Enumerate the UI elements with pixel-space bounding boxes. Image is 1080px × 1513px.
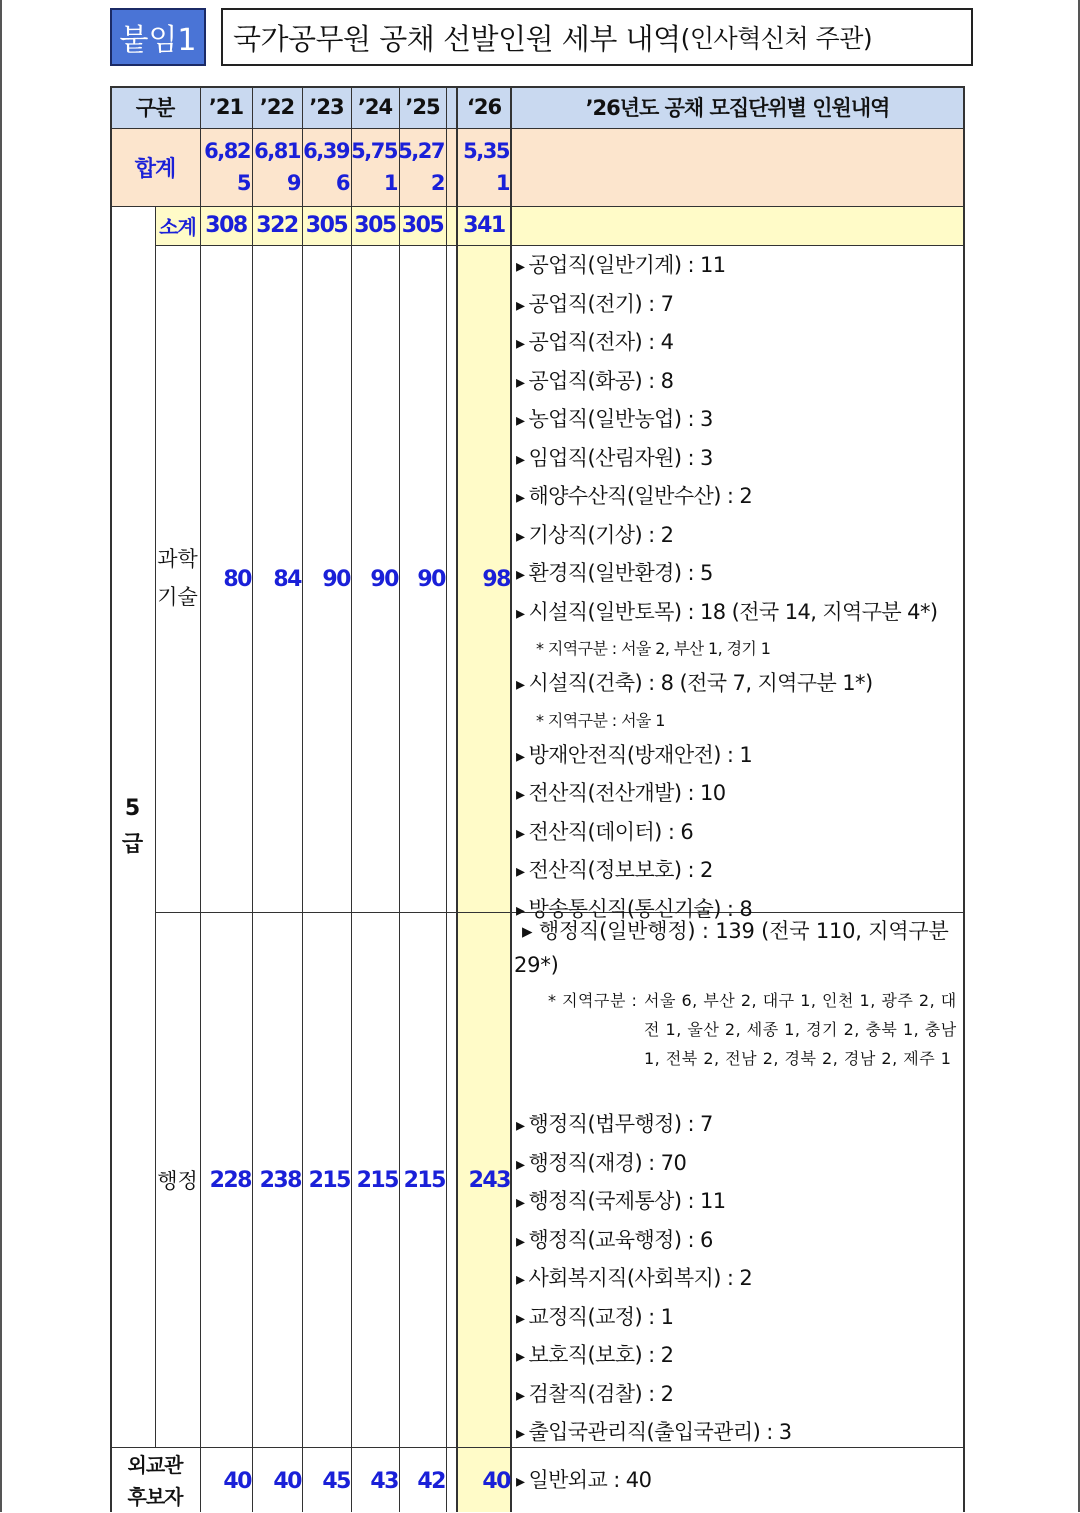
list-item: ▸ 해양수산직(일반수산) : 2 xyxy=(516,478,966,517)
admin-value-2023: 215 xyxy=(308,1167,350,1193)
science-value-2024: 90 xyxy=(370,566,398,592)
total-value-2025: 5,27 2 xyxy=(398,139,444,195)
list-item: ▸ 행정직(교육행정) : 6 xyxy=(516,1222,966,1261)
document-title xyxy=(221,8,973,66)
list-item: ▸ 전산직(정보보호) : 2 xyxy=(516,852,966,891)
list-item: ▸ 시설직(일반토목) : 18 (전국 14, 지역구분 4*) xyxy=(516,594,966,633)
title-main: 국가공무원 공채 선발인원 세부 내역 xyxy=(233,21,681,56)
grade5-label: 5 급 xyxy=(121,796,144,857)
list-item: ▸ 교정직(교정) : 1 xyxy=(516,1299,966,1338)
diplomat-label: 외교관 후보자 xyxy=(127,1452,183,1509)
list-item: ▸ 사회복지직(사회복지) : 2 xyxy=(516,1260,966,1299)
total-value-2021: 6,82 5 xyxy=(204,139,250,195)
col-header-year-2026: ‘26 xyxy=(466,95,502,119)
subtotal-value-2024: 305 xyxy=(354,213,396,238)
list-item: ▸ 전산직(데이터) : 6 xyxy=(516,814,966,853)
col-header-year: ’22 xyxy=(259,95,295,119)
list-item: ▸ 출입국관리직(출입국관리) : 3 xyxy=(516,1414,966,1453)
diplomat-value-2024: 43 xyxy=(370,1468,398,1494)
page-edge-left xyxy=(0,0,2,1512)
list-item: ▸ 공업직(전기) : 7 xyxy=(516,286,966,325)
col-header-detail: ’26년도 공채 모집단위별 인원내역 xyxy=(585,96,890,120)
list-item: ▸ 방송통신직(통신기술) : 8 xyxy=(516,891,966,930)
admin-value-2024: 215 xyxy=(356,1167,398,1193)
list-item: ▸ 보호직(보호) : 2 xyxy=(516,1337,966,1376)
subtotal-label: 소계 xyxy=(159,215,196,239)
list-item: ▸ 행정직(법무행정) : 7 xyxy=(516,1106,966,1145)
total-label: 합계 xyxy=(134,156,176,182)
admin-region-note: 서울 6, 부산 2, 대구 1, 인천 1, 광주 2, 대전 1, 울산 2, 세종 1, 경기 2, 충북 1, 충남 1, 전북 2, 전남 2, 경북 2, 경남 2, 제주 1 xyxy=(644,991,957,1068)
subtotal-value-2026: 341 xyxy=(463,213,505,238)
total-value-2024: 5,75 1 xyxy=(351,139,397,195)
science-value-2025: 90 xyxy=(417,566,445,592)
list-item: ▸ 임업직(산림자원) : 3 xyxy=(516,440,966,479)
list-item: ▸ 시설직(건축) : 8 (전국 7, 지역구분 1*) xyxy=(516,665,966,704)
region-note: * 지역구분 : 서울 1 xyxy=(536,710,665,730)
subtotal-value-2021: 308 xyxy=(205,213,247,238)
science-tech-label: 과학 기술 xyxy=(157,547,198,609)
diplomat-detail-list xyxy=(516,1462,966,1501)
science-value-2023: 90 xyxy=(322,566,350,592)
admin-value-2022: 238 xyxy=(259,1167,301,1193)
region-note: * 지역구분 : 서울 2, 부산 1, 경기 1 xyxy=(536,639,771,658)
title-subtitle: (인사혁신처 주관) xyxy=(680,24,873,53)
diplomat-value-2025: 42 xyxy=(417,1468,445,1494)
list-item: ▸ 행정직(국제통상) : 11 xyxy=(516,1183,966,1222)
list-item: ▸ 공업직(일반기계) : 11 xyxy=(516,247,966,286)
list-item: ▸ 검찰직(검찰) : 2 xyxy=(516,1376,966,1415)
col-header-year: ’23 xyxy=(309,95,344,119)
diplomat-value-2021: 40 xyxy=(223,1468,251,1494)
admin-region-note-label: * 지역구분 : xyxy=(548,991,638,1010)
list-item: ▸ 공업직(전자) : 4 xyxy=(516,324,966,363)
diplomat-value-2026: 40 xyxy=(482,1468,510,1494)
admin-detail-list xyxy=(516,1106,966,1453)
list-item: ▸ 행정직(재경) : 70 xyxy=(516,1145,966,1184)
col-header-year: ’25 xyxy=(405,95,440,119)
list-item: ▸ 일반외교 : 40 xyxy=(516,1462,966,1501)
col-header-year: ’21 xyxy=(208,95,244,119)
list-item: ▸ 기상직(기상) : 2 xyxy=(516,517,966,556)
admin-value-2021: 228 xyxy=(209,1167,251,1193)
col-header-category: 구분 xyxy=(135,96,175,120)
list-item: ▸ 농업직(일반농업) : 3 xyxy=(516,401,966,440)
list-item: ▸ 공업직(화공) : 8 xyxy=(516,363,966,402)
admin-value-2025: 215 xyxy=(403,1167,445,1193)
subtotal-value-2023: 305 xyxy=(305,213,348,238)
total-value-2023: 6,39 6 xyxy=(303,139,349,195)
admin-label: 행정 xyxy=(157,1169,198,1193)
diplomat-value-2022: 40 xyxy=(273,1468,301,1494)
admin-value-2026: 243 xyxy=(468,1167,510,1193)
science-value-2022: 84 xyxy=(273,566,301,592)
subtotal-value-2022: 322 xyxy=(256,213,298,238)
col-header-year: ’24 xyxy=(357,95,393,119)
list-item: ▸ 전산직(전산개발) : 10 xyxy=(516,775,966,814)
admin-general-item: ▸ 행정직(일반행정) : 139 (전국 110, 지역구분 29*) xyxy=(514,919,949,977)
list-item: ▸ 환경직(일반환경) : 5 xyxy=(516,555,966,594)
science-value-2021: 80 xyxy=(223,566,251,592)
diplomat-value-2023: 45 xyxy=(322,1468,350,1494)
subtotal-value-2025: 305 xyxy=(401,213,444,238)
total-value-2022: 6,81 9 xyxy=(254,139,300,195)
attachment-badge: 붙임1 xyxy=(110,8,206,66)
list-item: ▸ 방재안전직(방재안전) : 1 xyxy=(516,737,966,776)
science-value-2026: 98 xyxy=(482,566,510,592)
science-detail-list xyxy=(516,247,966,929)
total-value-2026: 5,35 1 xyxy=(463,139,509,195)
